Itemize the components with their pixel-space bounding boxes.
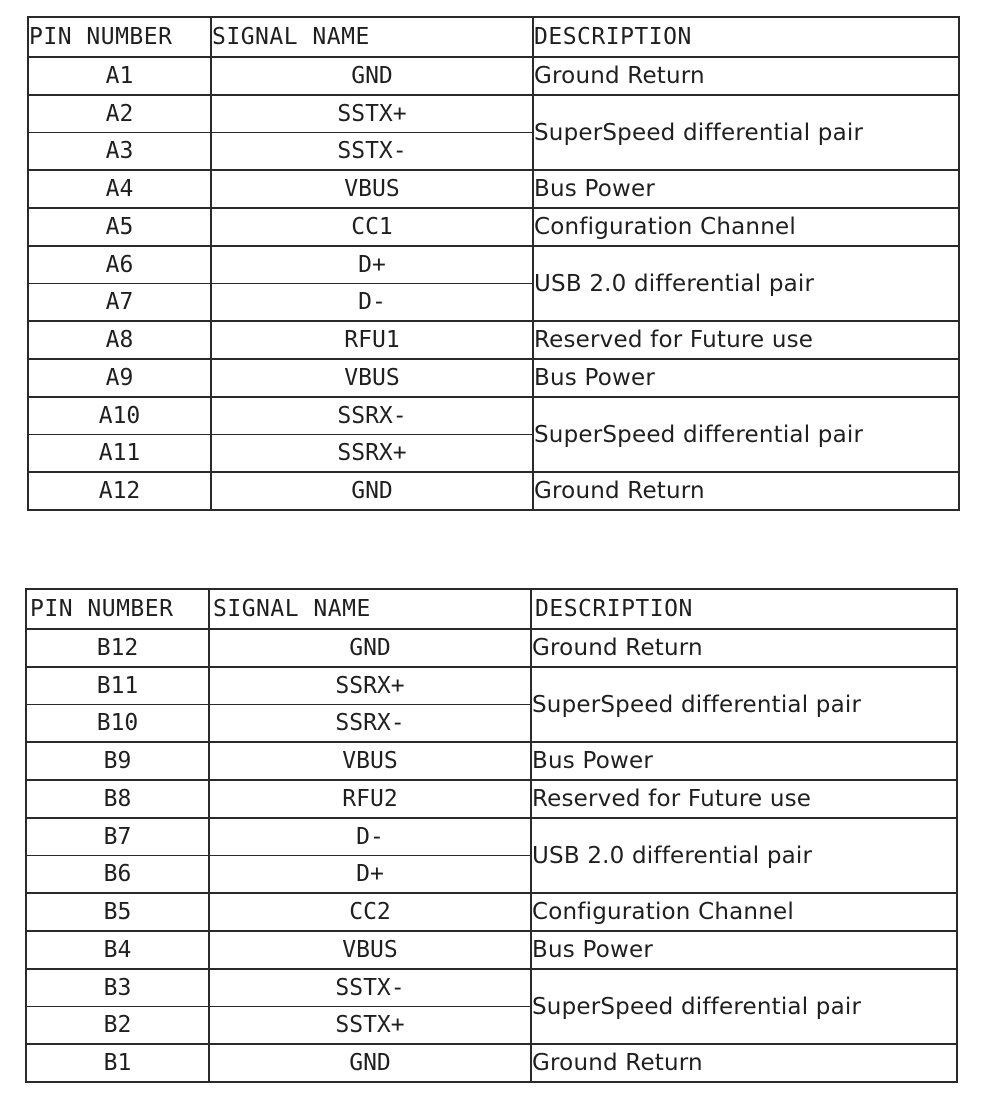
- table-row: [26, 818, 957, 856]
- signal-name-cell: RFU2: [209, 780, 531, 818]
- pin-number-cell: B4: [26, 931, 209, 969]
- pin-number-cell: A5: [28, 208, 211, 246]
- signal-name-cell: D-: [209, 818, 531, 856]
- signal-name-cell: SSTX+: [211, 95, 533, 133]
- table-row: [28, 359, 959, 397]
- signal-name-cell: VBUS: [211, 170, 533, 208]
- table-row: [28, 321, 959, 359]
- pin-number-cell: B1: [26, 1044, 209, 1082]
- table-b-body: [26, 589, 957, 1082]
- signal-name-cell: SSRX+: [211, 435, 533, 473]
- description-cell: Reserved for Future use: [531, 780, 957, 818]
- pin-number-cell: B7: [26, 818, 209, 856]
- description-cell: Configuration Channel: [533, 208, 959, 246]
- pin-assignment-table-b: [25, 588, 958, 1083]
- signal-name-cell: GND: [211, 57, 533, 95]
- signal-name-cell: D-: [211, 284, 533, 322]
- description-cell: Bus Power: [531, 931, 957, 969]
- pin-number-cell: A8: [28, 321, 211, 359]
- pin-number-cell: B11: [26, 667, 209, 705]
- table-row: [28, 246, 959, 284]
- signal-name-cell: SSRX-: [211, 397, 533, 435]
- table-row: [26, 1044, 957, 1082]
- pin-number-cell: A10: [28, 397, 211, 435]
- signal-name-cell: SSTX+: [209, 1007, 531, 1045]
- signal-name-cell: VBUS: [211, 359, 533, 397]
- description-cell: Ground Return: [531, 629, 957, 667]
- column-header-pin: PIN NUMBER: [26, 589, 209, 629]
- table-row: [26, 931, 957, 969]
- pin-assignment-table-a: [27, 16, 960, 511]
- pin-number-cell: A1: [28, 57, 211, 95]
- table-row: [28, 472, 959, 510]
- pin-number-cell: B6: [26, 856, 209, 894]
- pin-number-cell: A12: [28, 472, 211, 510]
- description-cell: Bus Power: [531, 742, 957, 780]
- table-row: [28, 95, 959, 133]
- signal-name-cell: SSTX-: [209, 969, 531, 1007]
- table-row: [26, 629, 957, 667]
- description-cell: SuperSpeed differential pair: [531, 667, 957, 742]
- description-cell: SuperSpeed differential pair: [531, 969, 957, 1044]
- pin-number-cell: A2: [28, 95, 211, 133]
- signal-name-cell: GND: [209, 1044, 531, 1082]
- signal-name-cell: CC1: [211, 208, 533, 246]
- pin-number-cell: A11: [28, 435, 211, 473]
- pin-number-cell: B9: [26, 742, 209, 780]
- column-header-description: DESCRIPTION: [533, 17, 959, 57]
- description-cell: SuperSpeed differential pair: [533, 397, 959, 472]
- pin-number-cell: B10: [26, 705, 209, 743]
- signal-name-cell: SSTX-: [211, 133, 533, 171]
- signal-name-cell: VBUS: [209, 931, 531, 969]
- description-cell: Ground Return: [533, 57, 959, 95]
- description-cell: Bus Power: [533, 359, 959, 397]
- description-cell: Ground Return: [533, 472, 959, 510]
- column-header-signal: SIGNAL NAME: [211, 17, 533, 57]
- table-row: [28, 397, 959, 435]
- signal-name-cell: SSRX+: [209, 667, 531, 705]
- description-cell: SuperSpeed differential pair: [533, 95, 959, 170]
- column-header-pin: PIN NUMBER: [28, 17, 211, 57]
- table-header-row: [28, 17, 959, 57]
- column-header-description: DESCRIPTION: [531, 589, 957, 629]
- pin-number-cell: B3: [26, 969, 209, 1007]
- pin-number-cell: A6: [28, 246, 211, 284]
- column-header-signal: SIGNAL NAME: [209, 589, 531, 629]
- pin-number-cell: A9: [28, 359, 211, 397]
- signal-name-cell: RFU1: [211, 321, 533, 359]
- signal-name-cell: GND: [209, 629, 531, 667]
- pin-number-cell: A7: [28, 284, 211, 322]
- table-row: [28, 208, 959, 246]
- table-row: [26, 742, 957, 780]
- description-cell: Bus Power: [533, 170, 959, 208]
- signal-name-cell: SSRX-: [209, 705, 531, 743]
- description-cell: Ground Return: [531, 1044, 957, 1082]
- signal-name-cell: D+: [211, 246, 533, 284]
- signal-name-cell: D+: [209, 856, 531, 894]
- signal-name-cell: VBUS: [209, 742, 531, 780]
- signal-name-cell: GND: [211, 472, 533, 510]
- pin-number-cell: A4: [28, 170, 211, 208]
- table-a-body: [28, 17, 959, 510]
- table-row: [26, 780, 957, 818]
- table-row: [26, 667, 957, 705]
- signal-name-cell: CC2: [209, 893, 531, 931]
- pin-number-cell: B2: [26, 1007, 209, 1045]
- pin-number-cell: A3: [28, 133, 211, 171]
- table-header-row: [26, 589, 957, 629]
- pin-number-cell: B8: [26, 780, 209, 818]
- description-cell: USB 2.0 differential pair: [533, 246, 959, 321]
- description-cell: USB 2.0 differential pair: [531, 818, 957, 893]
- table-row: [26, 969, 957, 1007]
- pin-number-cell: B12: [26, 629, 209, 667]
- description-cell: Configuration Channel: [531, 893, 957, 931]
- table-row: [28, 170, 959, 208]
- table-row: [26, 893, 957, 931]
- table-row: [28, 57, 959, 95]
- description-cell: Reserved for Future use: [533, 321, 959, 359]
- pin-number-cell: B5: [26, 893, 209, 931]
